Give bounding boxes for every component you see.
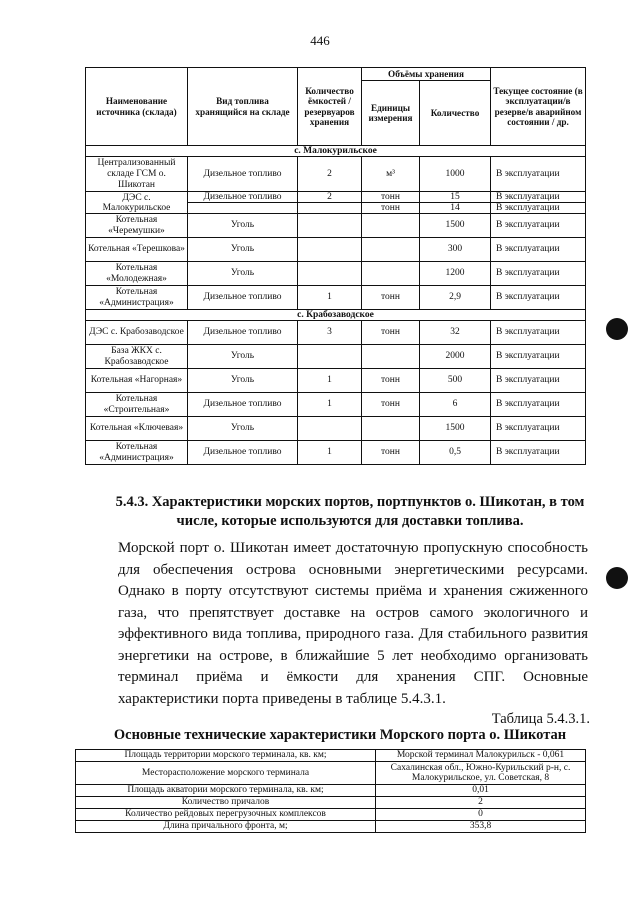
cell-fuel: Дизельное топливо (188, 393, 298, 417)
cell-status: В эксплуатации (491, 321, 586, 345)
cell-fuel (188, 203, 298, 214)
cell-unit: тонн (362, 393, 420, 417)
cell-unit (362, 262, 420, 286)
cell-value: 0,01 (376, 785, 586, 797)
table-row (76, 762, 586, 785)
cell-status: В эксплуатации (491, 203, 586, 214)
cell-unit (362, 214, 420, 238)
punch-hole (606, 567, 628, 589)
table-row (86, 157, 586, 192)
cell-value: 0 (376, 809, 586, 821)
cell-fuel: Дизельное топливо (188, 286, 298, 310)
cell-source: Котельная «Строительная» (86, 393, 188, 417)
cell-unit: тонн (362, 203, 420, 214)
cell-tanks (298, 203, 362, 214)
cell-unit: тонн (362, 441, 420, 465)
cell-unit (362, 345, 420, 369)
page-number: 446 (310, 33, 330, 48)
cell-unit: м³ (362, 157, 420, 192)
cell-unit: тонн (362, 321, 420, 345)
cell-source: Котельная «Молодежная» (86, 262, 188, 286)
cell-tanks: 3 (298, 321, 362, 345)
header-tanks: Количество ёмкостей / резервуаров хранения (298, 68, 362, 146)
table-row (76, 797, 586, 809)
cell-qty: 1500 (420, 214, 491, 238)
cell-qty: 2000 (420, 345, 491, 369)
section-malokurilskoe: с. Малокурильское (86, 146, 586, 157)
cell-qty: 6 (420, 393, 491, 417)
cell-value: Морской терминал Малокурильск - 0,061 (376, 750, 586, 762)
cell-qty: 300 (420, 238, 491, 262)
cell-qty: 1000 (420, 157, 491, 192)
cell-source: Котельная «Нагорная» (86, 369, 188, 393)
body-paragraph: Морской порт о. Шикотан имеет достаточную пропускную способность для обеспечения острова основными энергетическими ресурсами. Однако в порту отсутствуют системы приёма и хранения сжиженного газа, что препятствует доставке на остров самого экологичного и эффективного вида топлива, природного газа. Для стабильного развития энергетики на острове, в ближайшие 5 лет необходимо организовать терминал приёма и ёмкости для хранения СПГ. Основные характеристики порта приведены в таблице 5.4.3.1. (118, 540, 588, 707)
cell-param: Площадь акватории морского терминала, кв. км; (76, 785, 376, 797)
cell-status: В эксплуатации (491, 441, 586, 465)
table-row (86, 369, 586, 393)
cell-value: 2 (376, 797, 586, 809)
cell-status: В эксплуатации (491, 393, 586, 417)
cell-status: В эксплуатации (491, 192, 586, 203)
table-caption: Таблица 5.4.3.1. (491, 711, 590, 727)
header-quantity: Количество (420, 81, 491, 146)
cell-unit: тонн (362, 192, 420, 203)
section-krabozavodskoe: с. Крабозаводское (86, 310, 586, 321)
cell-tanks (298, 214, 362, 238)
cell-fuel: Дизельное топливо (188, 441, 298, 465)
cell-tanks (298, 238, 362, 262)
cell-param: Длина причального фронта, м; (76, 821, 376, 833)
cell-status: В эксплуатации (491, 286, 586, 310)
cell-tanks (298, 262, 362, 286)
cell-source: ДЭС с. Малокурильское (86, 192, 188, 214)
cell-value: Сахалинская обл., Южно-Курильский р-н, с. Малокурильское, ул. Советская, 8 (376, 762, 586, 785)
cell-param: Количество рейдовых перегрузочных комплексов (76, 809, 376, 821)
table-row (86, 238, 586, 262)
cell-fuel: Уголь (188, 417, 298, 441)
cell-source: Котельная «Администрация» (86, 441, 188, 465)
header-units: Единицы измерения (362, 81, 420, 146)
cell-source: Котельная «Администрация» (86, 286, 188, 310)
table-row (86, 262, 586, 286)
cell-status: В эксплуатации (491, 214, 586, 238)
table-row (76, 821, 586, 833)
table-row (86, 192, 586, 203)
cell-param: Площадь территории морского терминала, кв. км; (76, 750, 376, 762)
cell-param: Количество причалов (76, 797, 376, 809)
punch-hole (606, 318, 628, 340)
cell-qty: 1500 (420, 417, 491, 441)
cell-fuel: Дизельное топливо (188, 192, 298, 203)
cell-status: В эксплуатации (491, 417, 586, 441)
cell-source: Котельная «Черемушки» (86, 214, 188, 238)
cell-tanks: 2 (298, 192, 362, 203)
cell-fuel: Уголь (188, 345, 298, 369)
cell-qty: 1200 (420, 262, 491, 286)
cell-source: База ЖКХ с. Крабозаводское (86, 345, 188, 369)
cell-fuel: Уголь (188, 369, 298, 393)
cell-fuel: Уголь (188, 214, 298, 238)
table-row (76, 809, 586, 821)
cell-qty: 32 (420, 321, 491, 345)
cell-fuel: Дизельное топливо (188, 157, 298, 192)
table-row (86, 441, 586, 465)
header-source: Наименование источника (склада) (86, 68, 188, 146)
table-row (86, 286, 586, 310)
cell-tanks: 1 (298, 441, 362, 465)
cell-qty: 2,9 (420, 286, 491, 310)
cell-unit (362, 238, 420, 262)
cell-status: В эксплуатации (491, 262, 586, 286)
cell-source: Котельная «Терешкова» (86, 238, 188, 262)
cell-status: В эксплуатации (491, 157, 586, 192)
cell-unit: тонн (362, 369, 420, 393)
cell-source: ДЭС с. Крабозаводское (86, 321, 188, 345)
table-row (76, 750, 586, 762)
cell-source: Централизованный складе ГСМ о. Шикотан (86, 157, 188, 192)
cell-fuel: Уголь (188, 238, 298, 262)
cell-source: Котельная «Ключевая» (86, 417, 188, 441)
cell-tanks: 1 (298, 286, 362, 310)
cell-qty: 500 (420, 369, 491, 393)
table-row (76, 785, 586, 797)
table-row (86, 417, 586, 441)
cell-tanks: 1 (298, 369, 362, 393)
port-characteristics-table (75, 749, 586, 833)
cell-tanks: 1 (298, 393, 362, 417)
table-row (86, 393, 586, 417)
table-row (86, 214, 586, 238)
table-row (86, 345, 586, 369)
header-status: Текущее состояние (в эксплуатации/в резерве/в аварийном состоянии / др. (491, 68, 586, 146)
cell-unit (362, 417, 420, 441)
table-row (86, 321, 586, 345)
cell-status: В эксплуатации (491, 369, 586, 393)
cell-qty: 0,5 (420, 441, 491, 465)
cell-tanks (298, 345, 362, 369)
cell-param: Месторасположение морского терминала (76, 762, 376, 785)
cell-status: В эксплуатации (491, 345, 586, 369)
section-heading: 5.4.3. Характеристики морских портов, портпунктов о. Шикотан, в том числе, которые используются для доставки топлива. (115, 494, 585, 529)
cell-qty: 14 (420, 203, 491, 214)
cell-tanks: 2 (298, 157, 362, 192)
cell-unit: тонн (362, 286, 420, 310)
fuel-storage-table (85, 67, 586, 465)
cell-status: В эксплуатации (491, 238, 586, 262)
cell-value: 353,8 (376, 821, 586, 833)
cell-qty: 15 (420, 192, 491, 203)
cell-fuel: Дизельное топливо (188, 321, 298, 345)
table-title: Основные технические характеристики Морского порта о. Шикотан (113, 727, 567, 743)
cell-fuel: Уголь (188, 262, 298, 286)
header-volumes: Объёмы хранения (362, 68, 491, 81)
header-fuel: Вид топлива хранящийся на складе (188, 68, 298, 146)
cell-tanks (298, 417, 362, 441)
